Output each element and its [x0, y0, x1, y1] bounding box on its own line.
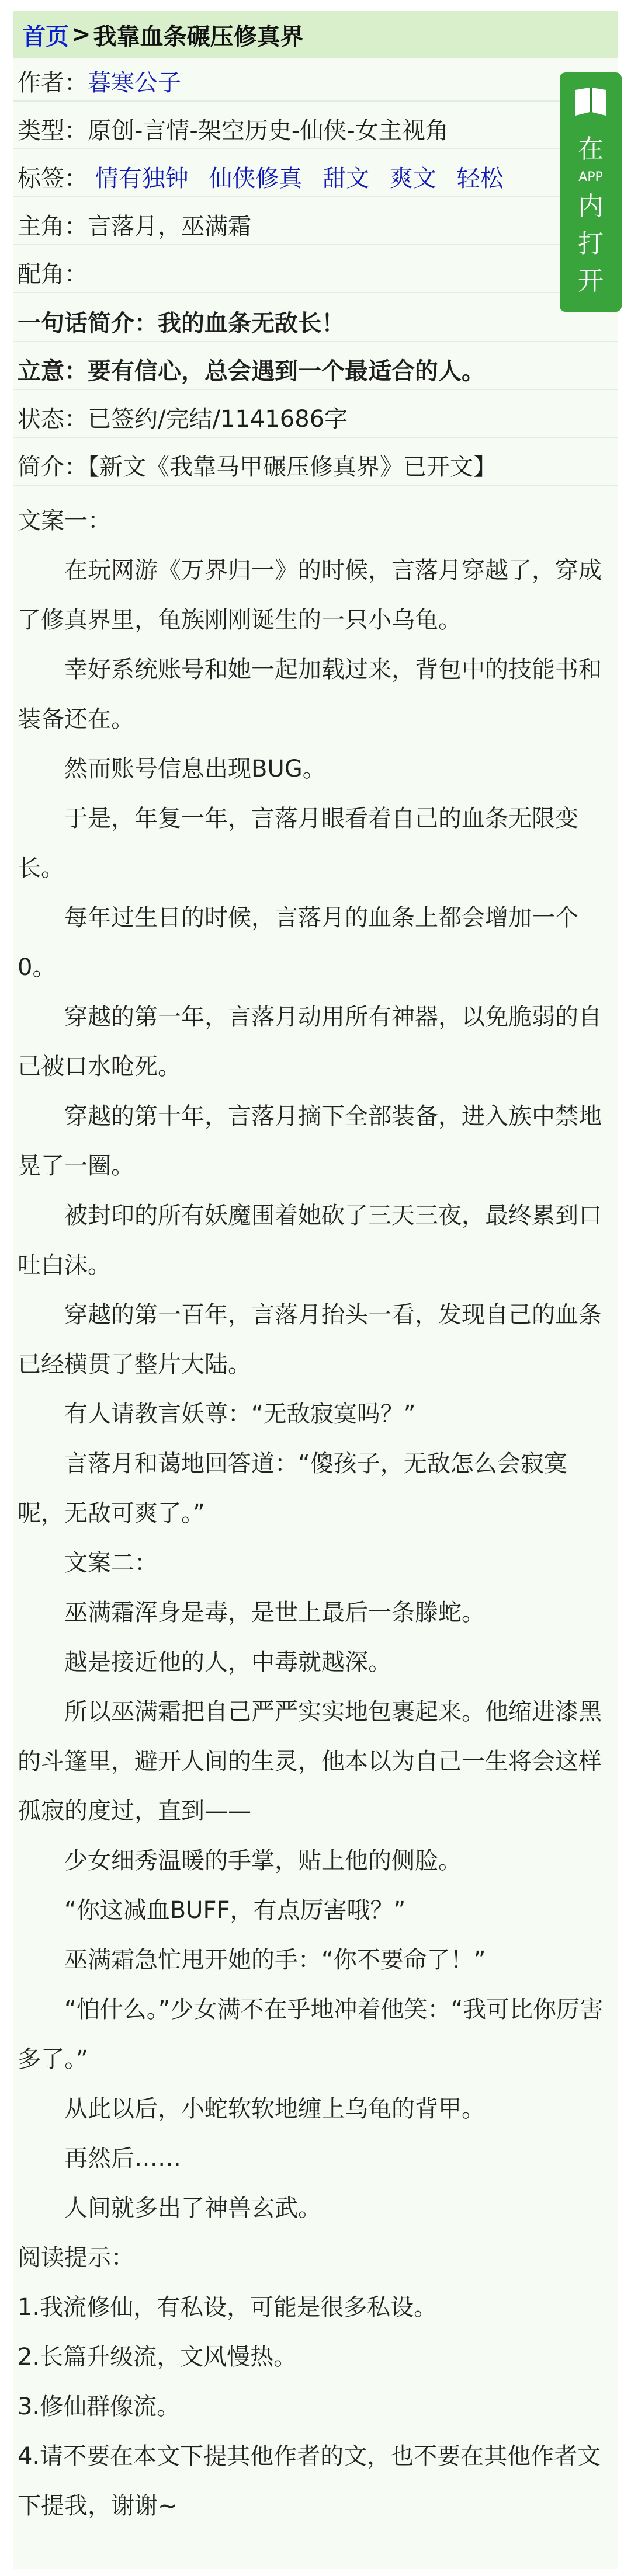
paragraph: 巫满霜急忙甩开她的手：“你不要命了！” — [64, 1947, 486, 1973]
summary-row: 简介：【新文《我靠马甲碾压修真界》已开文】 — [13, 450, 618, 486]
reading-tip: 1.我流修仙，有私设，可能是很多私设。 — [18, 2294, 438, 2321]
paragraph: 少女细秀温暖的手掌，贴上他的侧脸。 — [64, 1847, 462, 1874]
paragraph: “你这减血BUFF，有点厉害哦？” — [64, 1897, 406, 1924]
breadcrumb-home-link[interactable]: 首页 — [22, 23, 69, 50]
tag-link[interactable]: 爽文 — [389, 165, 436, 192]
tag-link[interactable]: 甜文 — [323, 165, 370, 192]
paragraph: 在玩网游《万界归一》的时候，言落月穿越了，穿成了修真界里，龟族刚刚诞生的一只小乌龟。 — [18, 557, 602, 633]
paragraph: 所以巫满霜把自己严严实实地包裹起来。他缩进漆黑的斗篷里，避开人间的生灵，他本以为自己一生将会这样孤寂的度过，直到—— — [18, 1698, 602, 1825]
one-line-summary: 一句话简介：我的血条无敌长！ — [13, 306, 618, 342]
reading-tip: 4.请不要在本文下提其他作者的文，也不要在其他作者文下提我，谢谢~ — [18, 2443, 601, 2519]
tags-row: 标签： 情有独钟 仙侠修真 甜文 爽文 轻松 — [13, 161, 618, 197]
paragraph: 于是，年复一年，言落月眼看着自己的血条无限变长。 — [18, 805, 578, 882]
author-link[interactable]: 暮寒公子 — [88, 69, 181, 96]
paragraph: 穿越的第十年，言落月摘下全部装备，进入族中禁地晃了一圈。 — [18, 1103, 602, 1179]
section-heading: 文案一： — [18, 507, 111, 534]
paragraph: 言落月和蔼地回答道：“傻孩子，无敌怎么会寂寞呢，无敌可爽了。” — [18, 1450, 567, 1527]
page-title: 我靠血条碾压修真界 — [93, 23, 304, 50]
paragraph: 穿越的第一百年，言落月抬头一看，发现自己的血条已经横贯了整片大陆。 — [18, 1301, 602, 1378]
open-in-app-button[interactable]: 在 APP 内 打 开 — [560, 72, 622, 312]
paragraph: 从此以后，小蛇软软地缠上乌龟的背甲。 — [64, 2095, 485, 2122]
paragraph: 人间就多出了神兽玄武。 — [64, 2195, 321, 2222]
paragraph: 每年过生日的时候，言落月的血条上都会增加一个0。 — [18, 904, 578, 981]
paragraph: 越是接近他的人，中毒就越深。 — [64, 1649, 391, 1676]
paragraph: 幸好系统账号和她一起加载过来，背包中的技能书和装备还在。 — [18, 656, 602, 733]
paragraph: 再然后…… — [64, 2145, 181, 2172]
breadcrumb-separator: > — [71, 21, 91, 48]
reading-tip: 3.修仙群像流。 — [18, 2393, 181, 2420]
paragraph: 巫满霜浑身是毒，是世上最后一条滕蛇。 — [64, 1599, 485, 1626]
reading-tip: 2.长篇升级流，文风慢热。 — [18, 2344, 297, 2370]
type-row: 类型：原创-言情-架空历史-仙侠-女主视角 — [13, 113, 618, 149]
paragraph: “怕什么。”少女满不在乎地冲着他笑：“我可比你厉害多了。” — [18, 1996, 604, 2073]
tag-link[interactable]: 轻松 — [456, 165, 504, 192]
intro-text — [13, 496, 618, 2531]
status-row: 状态：已签约/完结/1141686字 — [13, 402, 618, 438]
section-heading: 文案二： — [64, 1550, 158, 1576]
theme-row: 立意：要有信心，总会遇到一个最适合的人。 — [13, 354, 618, 390]
paragraph: 然而账号信息出现BUG。 — [64, 756, 326, 782]
paragraph: 穿越的第一年，言落月动用所有神器，以免脆弱的自己被口水呛死。 — [18, 1004, 602, 1080]
tag-link[interactable]: 仙侠修真 — [209, 165, 303, 192]
paragraph: 有人请教言妖尊：“无敌寂寞吗？” — [64, 1401, 416, 1428]
paragraph: 被封印的所有妖魔围着她砍了三天三夜，最终累到口吐白沫。 — [18, 1202, 602, 1279]
book-app-icon — [572, 83, 609, 120]
author-row: 作者：暮寒公子 — [13, 65, 618, 102]
support-row: 配角： — [13, 257, 618, 293]
reading-tips-heading: 阅读提示： — [18, 2244, 134, 2271]
tag-link[interactable]: 情有独钟 — [95, 165, 189, 192]
lead-row: 主角：言落月，巫满霜 — [13, 209, 618, 245]
breadcrumb — [13, 11, 618, 58]
